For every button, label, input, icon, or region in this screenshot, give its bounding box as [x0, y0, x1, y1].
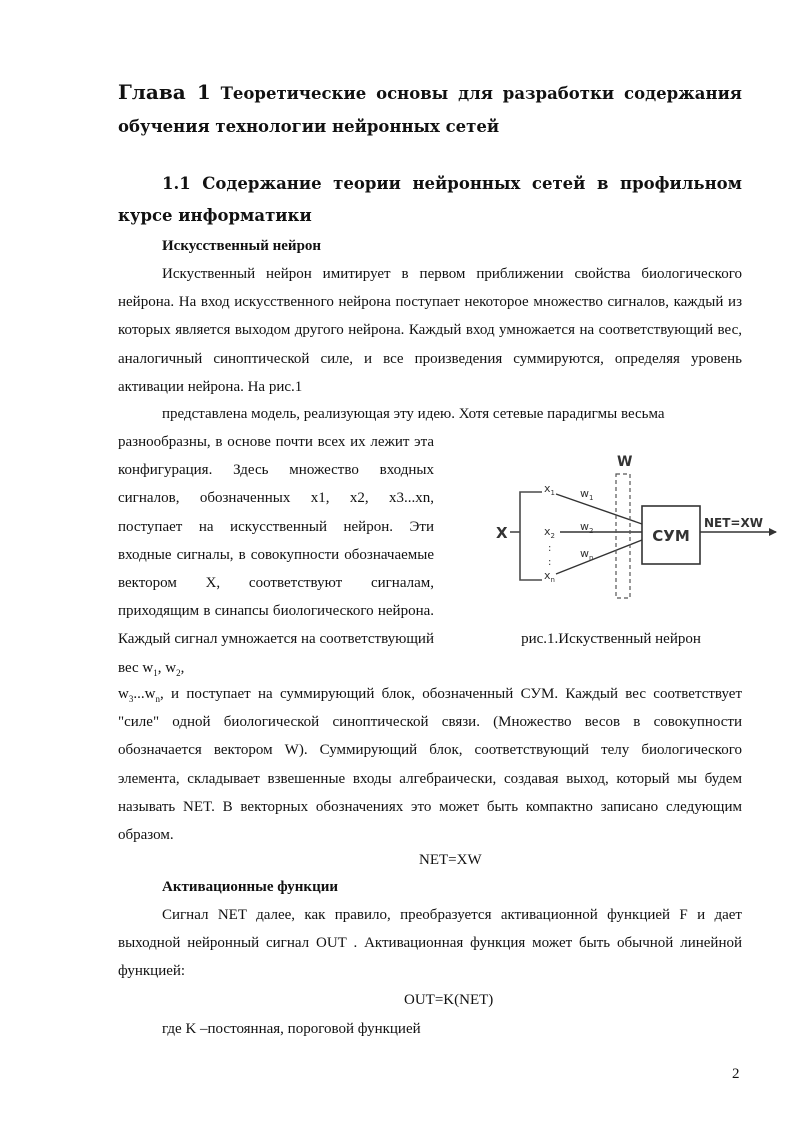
wn-subscript: n: [155, 694, 160, 704]
paragraph-model-wrap: разнообразны, в основе почти всех их лежит эта конфигурация. Здесь множество входных сигналов, обозначенных x1, x2, x3...xn, поступает на искусственный нейрон. Эти входные сигналы, в совокупности обозначаемые вектором X, соответствуют сигналам, приходящим в синапсы биологического нейрона. Каждый сигнал умножается на соответствующий вес $w_1$, $w_2$,: [118, 434, 434, 678]
connection-xn: [556, 540, 642, 574]
weights-label: W: [617, 454, 633, 470]
paragraph-activation: Сигнал NET далее, как правило, преобразуется активационной функцией F и дает выходной нейронный сигнал OUT . Активационная функция может быть обычной линейной функцией:: [118, 907, 742, 980]
output-label: NET=XW: [704, 516, 763, 530]
w3-subscript: 3: [128, 694, 134, 704]
weights-dots: ...w: [133, 686, 156, 702]
formula-out: OUT=K(NET): [404, 992, 494, 1008]
chapter-title: Теоретические основы для разработки содержания обучения технологии нейронных сетей: [118, 84, 742, 136]
neuron-figure: [480, 452, 780, 612]
paragraph-constant: где K –постоянная, пороговой функцией: [162, 1021, 421, 1037]
figure-caption: рис.1.Искуственный нейрон: [521, 631, 701, 647]
paragraph-model-wrap-text: разнообразны, в основе почти всех их лежит эта конфигурация. Здесь множество входных сигналов, обозначенных x1, x2, x3...xn, поступает на искусственный нейрон. Эти входные сигналы, в совокупности обозначаемые вектором X, соответствуют сигналам, приходящим в синапсы биологического нейрона. Каждый сигнал умножается на соответствующий вес w: [118, 434, 434, 676]
weight-w1-label: $w_1$: [580, 487, 594, 502]
w1-subscript: 1: [153, 667, 158, 678]
section-heading: 1.1 Содержание теории нейронных сетей в профильном курсе информатики: [118, 174, 742, 225]
input-xn-label: $x_n$: [544, 569, 555, 584]
input-vdots-1: :: [548, 543, 552, 554]
sum-block-label: СУМ: [652, 527, 690, 545]
paragraph-sum-block-text: , и поступает на суммирующий блок, обозначенный СУМ. Каждый вес соответствует "силе" одной биологической синоптической связи. (Множество весов в совокупности обозначается вектором W). Суммирующий блок, соответствующий телу биологического элемента, складывает взвешенные входы алгебраически, создавая выход, который мы будем называть NET. В векторных обозначениях это может быть компактно записано следующим образом.: [118, 686, 742, 844]
page-number: 2: [732, 1066, 740, 1082]
input-x2-label: $x_2$: [544, 525, 555, 540]
formula-net: NET=XW: [419, 852, 482, 868]
chapter-heading: [118, 76, 742, 143]
paragraph-intro: Искуственный нейрон имитирует в первом приближении свойства биологического нейрона. На вход искусственного нейрона поступает некоторое множество сигналов, каждый из которых является выходом другого нейрона. Каждый вход умножается на соответствующий вес, аналогичный синоптической силе, и все произведения суммируются, определяя уровень активации нейрона. На рис.1: [118, 266, 742, 395]
input-vector-label: X: [496, 524, 508, 542]
input-bracket: [520, 492, 542, 580]
input-x1-label: $x_1$: [544, 482, 555, 497]
w2-subscript: 2: [176, 667, 181, 678]
weight-wn-label: $w_n$: [580, 547, 594, 562]
subheading-artificial-neuron: Искусственный нейрон: [162, 238, 322, 254]
paragraph-sum-block: [118, 680, 742, 849]
paragraph-model-line: представлена модель, реализующая эту идею. Хотя сетевые парадигмы весьма: [162, 406, 665, 422]
w3-letter: w: [118, 686, 129, 702]
input-vdots-2: :: [548, 557, 552, 568]
chapter-label: Глава 1: [118, 80, 211, 104]
neuron-diagram: [480, 452, 780, 612]
weight-separator: , w: [157, 659, 177, 676]
connection-x1: [556, 494, 642, 524]
weight-w2-label: $w_2$: [580, 520, 594, 535]
subheading-activation-functions: Активационные функции: [162, 879, 338, 895]
weights-column: [616, 474, 630, 598]
